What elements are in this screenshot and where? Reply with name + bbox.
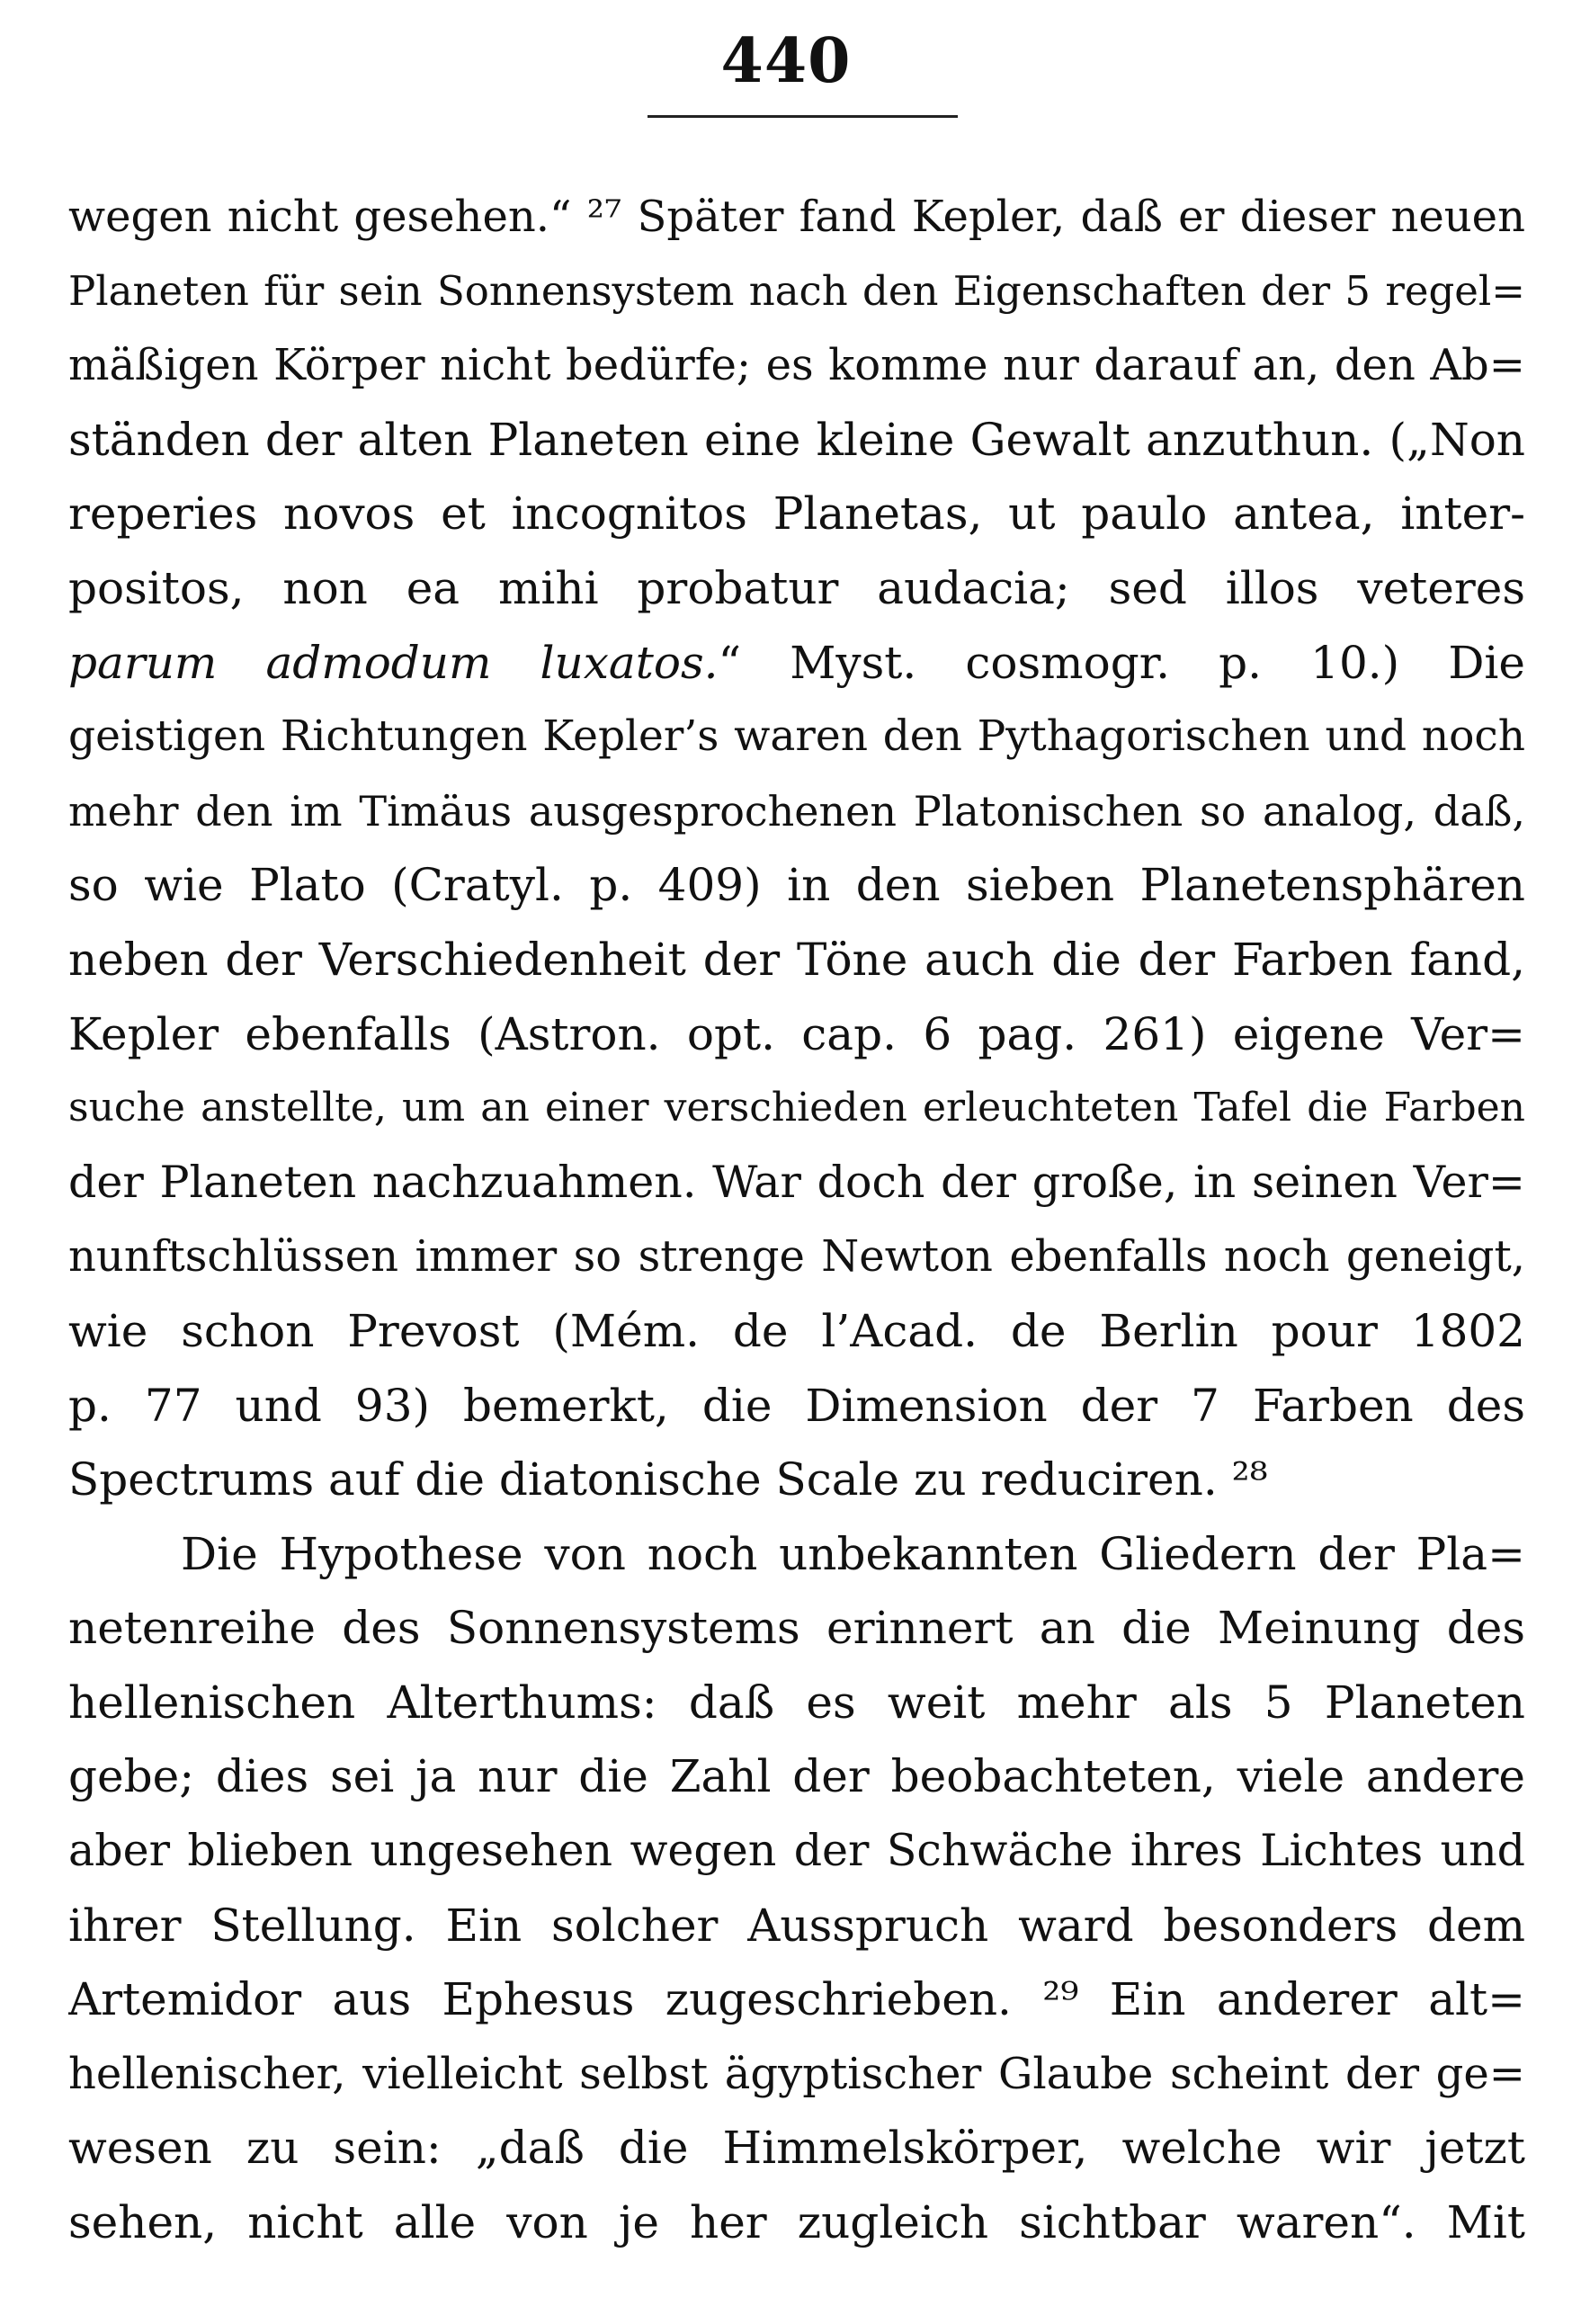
text-line: geistigen Richtungen Kepler’s waren den Pythagorischen und noch <box>68 711 1525 762</box>
latin-quote-italic: parum admodum luxatos. <box>68 636 719 689</box>
text-line: ihrer Stellung. Ein solcher Ausspruch ward besonders dem <box>68 1899 1525 1952</box>
body-text <box>68 180 1525 2260</box>
page-number: 440 <box>720 25 852 97</box>
text-line: neben der Verschiedenheit der Töne auch die der Farben fand, <box>68 933 1525 986</box>
text-line: wegen nicht gesehen.“ ²⁷ Später fand Kepler, daß er dieser neuen <box>68 192 1525 242</box>
text-line: wie schon Prevost (Mém. de l’Acad. de Berlin pour 1802 <box>68 1304 1525 1357</box>
text-line: ständen der alten Planeten eine kleine Gewalt anzuthun. („Non <box>68 413 1525 466</box>
text-line: hellenischer, vielleicht selbst ägyptischer Glaube scheint der ge= <box>68 2048 1525 2099</box>
text-line: Artemidor aus Ephesus zugeschrieben. ²⁹ Ein anderer alt= <box>68 1973 1525 2026</box>
text-line: nunftschlüssen immer so strenge Newton ebenfalls noch geneigt, <box>68 1231 1525 1283</box>
text-line: hellenischen Alterthums: daß es weit mehr als 5 Planeten <box>68 1676 1525 1729</box>
text-line: Planeten für sein Sonnensystem nach den Eigenschaften der 5 regel= <box>68 266 1525 315</box>
text-line: aber blieben ungesehen wegen der Schwäche ihres Lichtes und <box>68 1825 1525 1877</box>
text-line: suche anstellte, um an einer verschieden erleuchteten Tafel die Farben <box>68 1085 1525 1131</box>
text-line <box>68 626 1525 701</box>
text-line: netenreihe des Sonnensystems erinnert an die Meinung des <box>68 1602 1525 1655</box>
header-rule <box>648 115 958 118</box>
text-line: p. 77 und 93) bemerkt, die Dimension der 7 Farben des <box>68 1379 1525 1432</box>
text-line: positos, non ea mihi probatur audacia; sed illos veteres <box>68 561 1525 614</box>
text-line: gebe; dies sei ja nur die Zahl der beobachteten, viele andere <box>68 1750 1525 1803</box>
text-line: der Planeten nachzuahmen. War doch der große, in seinen Ver= <box>68 1156 1525 1208</box>
text-line: sehen, nicht alle von je her zugleich sichtbar waren“. Mit <box>68 2196 1525 2249</box>
paragraph-start-line: Die Hypothese von noch unbekannten Gliedern der Pla= <box>181 1527 1525 1580</box>
citation-text: “ Myst. cosmogr. p. 10.) Die <box>718 636 1525 689</box>
text-line: wesen zu sein: „daß die Himmelskörper, welche wir jetzt <box>68 2122 1525 2175</box>
text-line: Kepler ebenfalls (Astron. opt. cap. 6 pag. 261) eigene Ver= <box>68 1007 1525 1060</box>
text-line: reperies novos et incognitos Planetas, ut paulo antea, inter- <box>68 487 1525 541</box>
paragraph-end-line: Spectrums auf die diatonische Scale zu reduciren. ²⁸ <box>68 1453 1268 1506</box>
text-line: so wie Plato (Cratyl. p. 409) in den sieben Planetensphären <box>68 859 1525 912</box>
text-line: mehr den im Timäus ausgesprochenen Platonischen so analog, daß, <box>68 786 1525 836</box>
text-line: mäßigen Körper nicht bedürfe; es komme nur darauf an, den Ab= <box>68 340 1525 391</box>
